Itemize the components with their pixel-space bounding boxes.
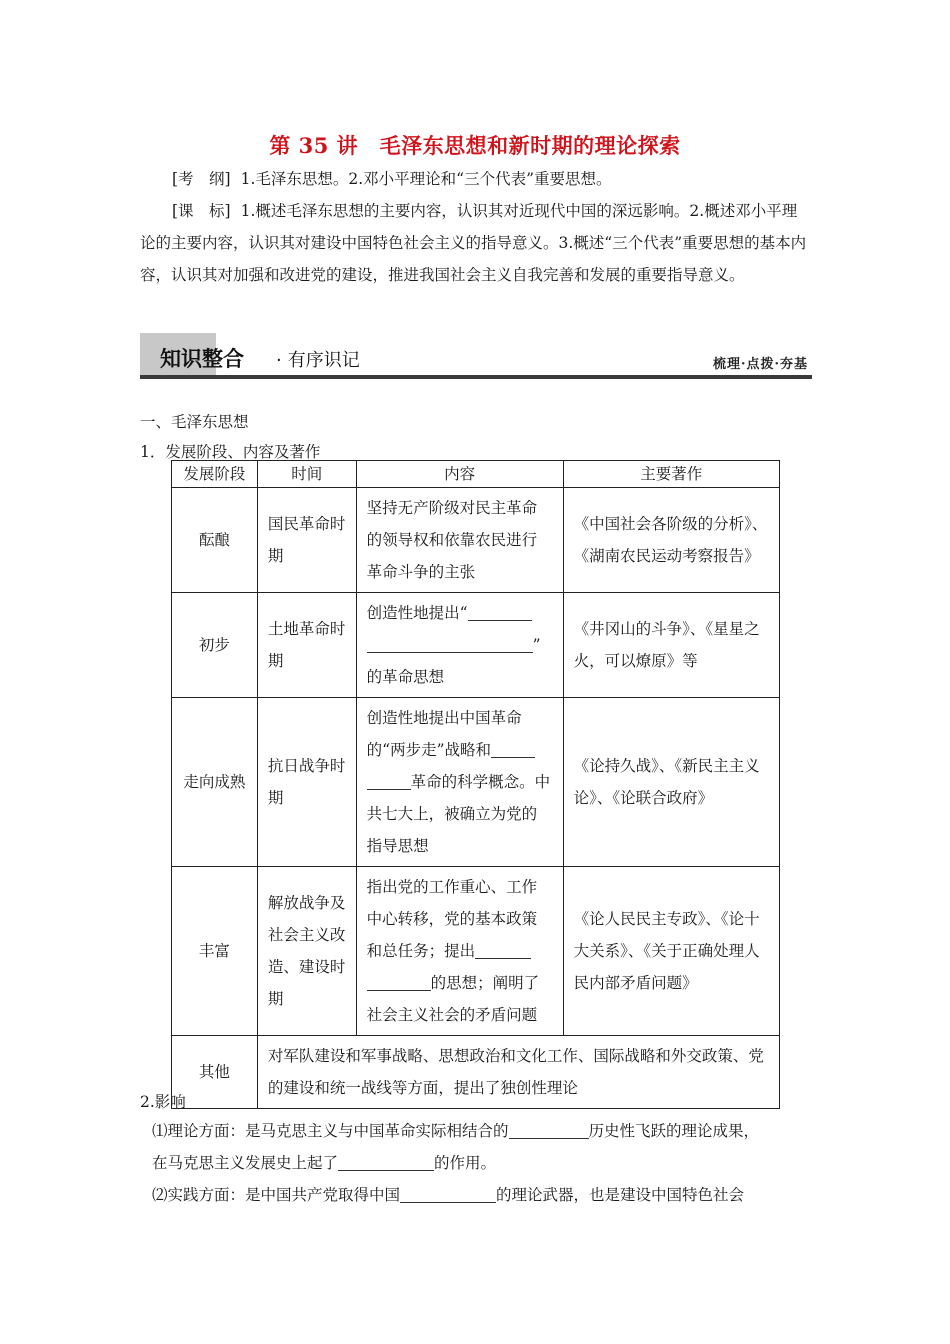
cell-stage: 丰富 — [172, 867, 258, 1036]
page-title: 第 35 讲 毛泽东思想和新时期的理论探索 — [269, 133, 681, 158]
table-header: 时间 — [257, 461, 356, 488]
fill-blank[interactable] — [468, 602, 532, 621]
cell-content — [356, 867, 563, 1036]
kaogang-label: [考 纲] — [172, 170, 231, 188]
cell-time: 国民革命时期 — [257, 488, 356, 593]
cell-works: 《井冈山的斗争》、《星星之火，可以燎原》等 — [563, 593, 779, 698]
kebiao-text: 1.概述毛泽东思想的主要内容，认识其对近现代中国的深远影响。2.概述邓小平理论的主要内容，认识其对建设中国特色社会主义的指导意义。3.概述“三个代表”重要思想的基本内容，认识其对加强和改进党的建设，推进我国社会主义自我完善和发展的重要指导意义。 — [140, 202, 807, 284]
cell-stage: 走向成熟 — [172, 698, 258, 867]
cell-content: 坚持无产阶级对民主革命的领导权和依靠农民进行革命斗争的主张 — [356, 488, 563, 593]
fill-blank[interactable] — [491, 739, 535, 758]
kebiao-paragraph — [140, 195, 812, 291]
fill-blank[interactable] — [338, 1152, 434, 1171]
influence-text: ⑵实践方面：是中国共产党取得中国 — [152, 1186, 401, 1204]
table-row — [172, 698, 780, 867]
cell-works: 《中国社会各阶级的分析》、《湖南农民运动考察报告》 — [563, 488, 779, 593]
banner-dot: · — [276, 350, 282, 371]
table-header: 发展阶段 — [172, 461, 258, 488]
cell-stage: 初步 — [172, 593, 258, 698]
cell-content — [356, 593, 563, 698]
banner-sub: 有序识记 — [287, 350, 360, 371]
fill-blank[interactable] — [509, 1120, 589, 1139]
fill-blank[interactable] — [367, 771, 411, 790]
influence-theory — [152, 1115, 842, 1179]
table-header-row — [172, 461, 780, 488]
influence-text: 的理论武器，也是建设中国特色社会 — [496, 1186, 745, 1204]
cell-works: 《论人民民主专政》、《论十大关系》、《关于正确处理人民内部矛盾问题》 — [563, 867, 779, 1036]
cell-time: 土地革命时期 — [257, 593, 356, 698]
table-row — [172, 867, 780, 1036]
kebiao-label: [课 标] — [172, 202, 231, 220]
cell-time: 解放战争及社会主义改造、建设时期 — [257, 867, 356, 1036]
influence-text: 的作用。 — [434, 1154, 497, 1172]
content-text: 创造性地提出中国革命的“两步走”战略和 — [366, 709, 522, 759]
table-row — [172, 1036, 780, 1109]
section-heading: 一、毛泽东思想 — [140, 413, 249, 431]
content-text: 的革命思想 — [366, 668, 445, 686]
content-text: 指出党的工作重心、工作中心转移，党的基本政策和总任务；提出 — [366, 878, 538, 960]
section-banner — [140, 333, 812, 381]
stages-table — [171, 460, 780, 1109]
influence-practice — [152, 1179, 842, 1211]
table-header: 内容 — [356, 461, 563, 488]
cell-content — [356, 698, 563, 867]
kaogang-paragraph — [172, 163, 812, 195]
banner-main: 知识整合 — [160, 347, 244, 371]
cell-other: 对军队建设和军事战略、思想政治和文化工作、国际战略和外交政策、党的建设和统一战线等方面，提出了独创性理论 — [257, 1036, 779, 1109]
subsection-heading-2: 2.影响 — [140, 1093, 186, 1111]
fill-blank[interactable] — [367, 972, 431, 991]
table-row — [172, 488, 780, 593]
fill-blank[interactable] — [475, 940, 531, 959]
cell-stage: 其他 — [172, 1036, 258, 1109]
content-text: 革命的科学概念。中共七大上，被确立为党的指导思想 — [366, 773, 551, 855]
banner-sub-wrap — [270, 346, 360, 372]
influence-text: 历史性飞跃的理论成果， — [588, 1122, 760, 1140]
banner-bar — [140, 375, 812, 379]
influence-text: ⑴理论方面：是马克思主义与中国革命实际相结合的 — [152, 1122, 509, 1140]
table-header: 主要著作 — [563, 461, 779, 488]
content-text: 创造性地提出“ — [366, 604, 468, 622]
fill-blank[interactable] — [400, 1184, 496, 1203]
fill-blank[interactable] — [367, 634, 533, 653]
content-text: 的思想；阐明了社会主义社会的矛盾问题 — [366, 974, 540, 1024]
cell-works: 《论持久战》、《新民主主义论》、《论联合政府》 — [563, 698, 779, 867]
cell-stage: 酝酿 — [172, 488, 258, 593]
subsection-heading-1: 1．发展阶段、内容及著作 — [140, 443, 321, 461]
influence-text: 在马克思主义发展史上起了 — [152, 1154, 339, 1172]
kaogang-text: 1.毛泽东思想。2.邓小平理论和“三个代表”重要思想。 — [240, 170, 612, 188]
table-row — [172, 593, 780, 698]
content-text: ” — [532, 636, 541, 654]
cell-time: 抗日战争时期 — [257, 698, 356, 867]
banner-right: 梳理·点拨·夯基 — [712, 357, 808, 372]
